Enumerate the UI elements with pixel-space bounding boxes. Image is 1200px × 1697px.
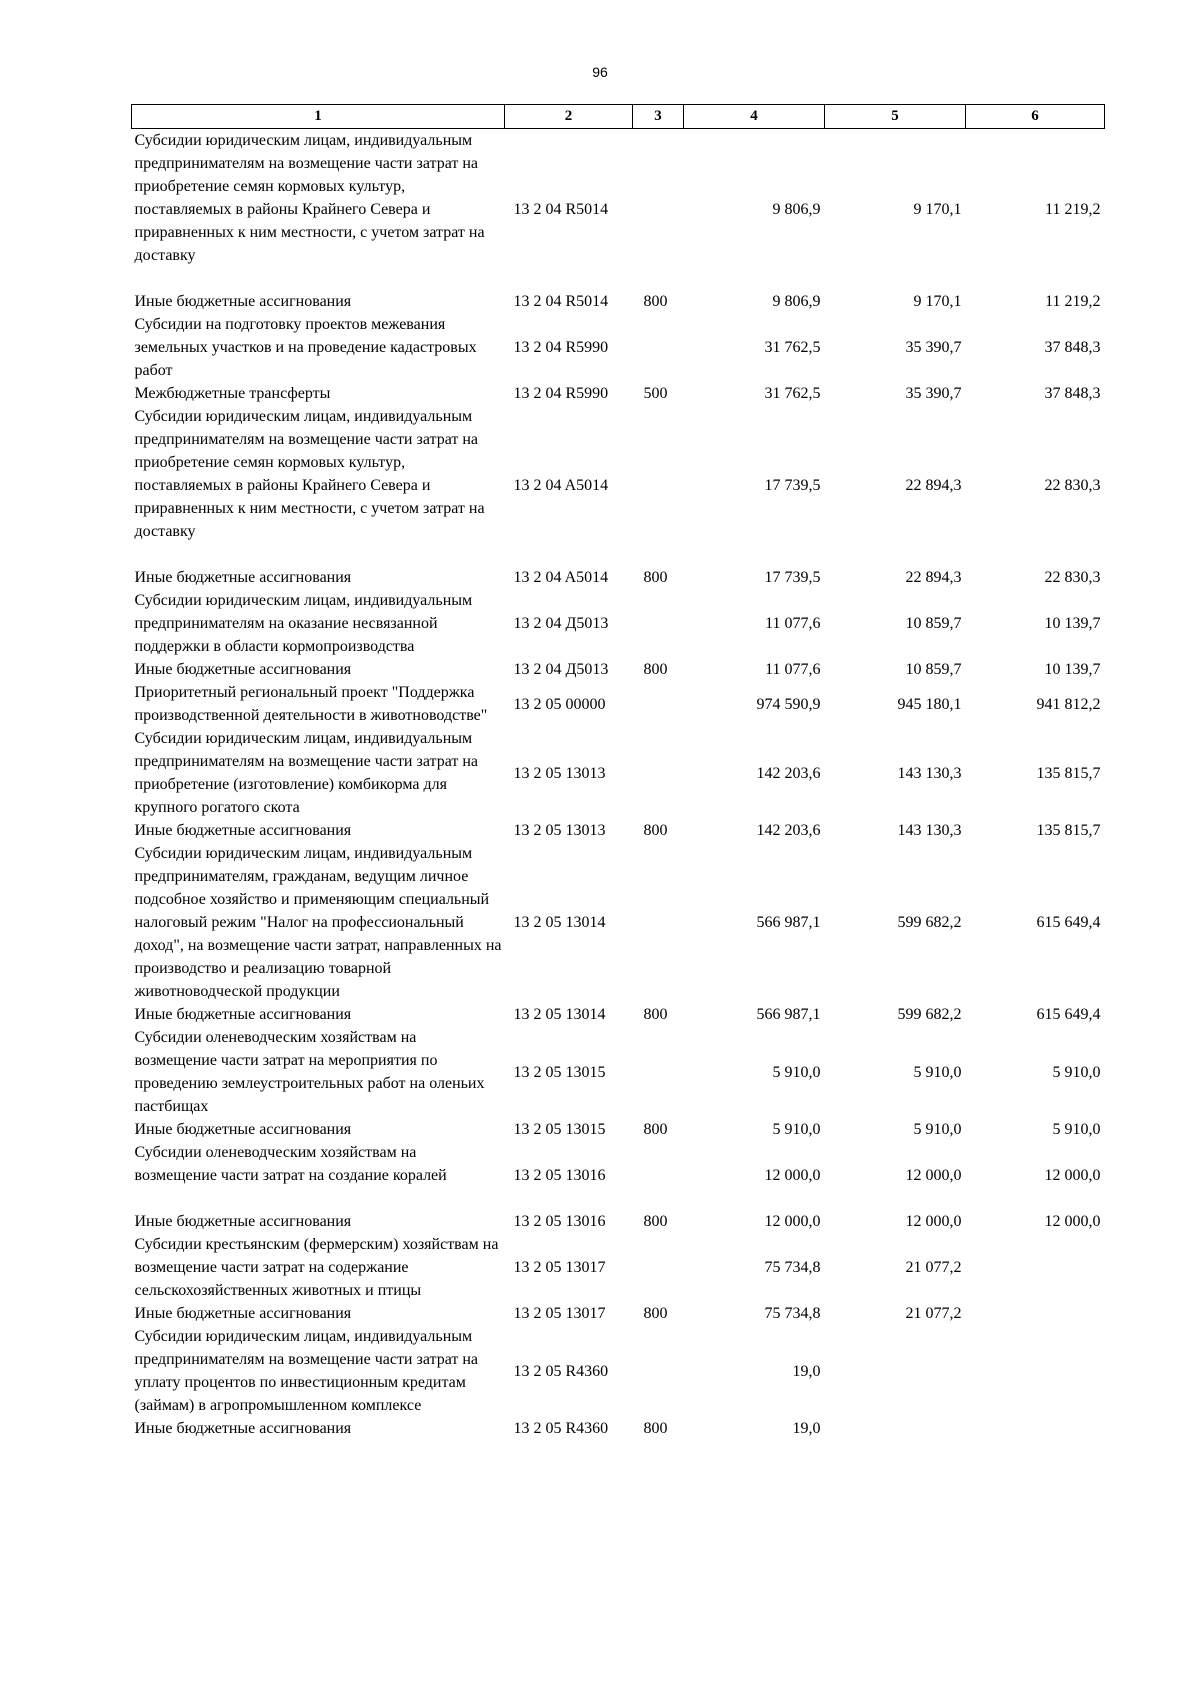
row-amount-col-6: 12 000,0: [1044, 1167, 1101, 1184]
table-row: [132, 1325, 1105, 1417]
row-expense-type: 800: [643, 1006, 668, 1023]
row-name: Межбюджетные трансферты: [134, 385, 331, 402]
row-amount-col-5: 35 390,7: [905, 385, 962, 402]
row-name: Иные бюджетные ассигнования: [134, 1420, 352, 1437]
row-amount-col-4: 75 734,8: [764, 1305, 821, 1322]
row-amount-col-4: 12 000,0: [764, 1213, 821, 1230]
row-code: 13 2 05 R4360: [513, 1420, 609, 1437]
row-amount-col-4: 11 077,6: [765, 661, 821, 678]
row-code: 13 2 04 A5014: [513, 477, 609, 494]
row-name: Субсидии юридическим лицам, индивидуальным предпринимателям на возмещение части затрат на приобретение семян кормовых культур, поставляемых в районы Крайнего Севера и приравненных к ним местности, с учетом затрат на доставку: [134, 408, 485, 540]
row-amount-col-4: 19,0: [792, 1420, 821, 1437]
row-code: 13 2 04 Д5013: [513, 615, 609, 632]
row-amount-col-5: 9 170,1: [913, 201, 962, 218]
row-code: 13 2 05 13015: [513, 1063, 606, 1081]
row-expense-type: [633, 1026, 684, 1118]
row-code: 13 2 05 13016: [513, 1213, 606, 1230]
row-expense-type: [633, 313, 684, 382]
row-amount-col-6: 5 910,0: [1052, 1121, 1101, 1138]
row-amount-col-4: 11 077,6: [765, 615, 821, 632]
table-row: [132, 819, 1105, 842]
row-amount-col-4: 5 910,0: [772, 1121, 821, 1138]
row-amount-col-5: 21 077,2: [905, 1259, 962, 1276]
table-row: [132, 681, 1105, 727]
row-code: 13 2 05 13017: [513, 1259, 606, 1276]
header-col-4: 4: [684, 105, 825, 129]
row-amount-col-4: 75 734,8: [764, 1259, 821, 1276]
row-name: Иные бюджетные ассигнования: [134, 1213, 352, 1230]
row-amount-col-6: [966, 1417, 1105, 1440]
table-row: [132, 382, 1105, 405]
row-code: 13 2 04 R5014: [513, 293, 609, 310]
row-name: Иные бюджетные ассигнования: [134, 1006, 352, 1023]
row-amount-col-4: 974 590,9: [756, 695, 821, 713]
row-code: 13 2 05 13013: [513, 822, 606, 839]
row-name: Субсидии юридическим лицам, индивидуальным предпринимателям на оказание несвязанной поддержки в области кормопроизводства: [134, 592, 473, 655]
row-amount-col-6: 12 000,0: [1044, 1213, 1101, 1230]
page-number: 96: [592, 64, 608, 80]
row-amount-col-4: 5 910,0: [772, 1063, 821, 1081]
row-amount-col-5: 22 894,3: [905, 569, 962, 586]
row-name: Субсидии на подготовку проектов межевания земельных участков и на проведение кадастровых работ: [134, 316, 477, 379]
row-amount-col-5: 5 910,0: [913, 1121, 962, 1138]
row-amount-col-5: 143 130,3: [897, 764, 962, 782]
row-amount-col-4: 19,0: [792, 1362, 821, 1380]
row-amount-col-5: 143 130,3: [897, 822, 962, 839]
row-expense-type: [633, 842, 684, 1003]
budget-table: [131, 104, 1105, 1440]
row-code: 13 2 05 R4360: [513, 1362, 609, 1380]
row-amount-col-6: 11 219,2: [1045, 293, 1101, 310]
row-expense-type: 800: [643, 661, 668, 678]
table-row: [132, 313, 1105, 382]
row-amount-col-6: 615 649,4: [1036, 914, 1101, 931]
row-amount-col-6: 135 815,7: [1036, 822, 1101, 839]
row-name: Иные бюджетные ассигнования: [134, 1305, 352, 1322]
row-name: Субсидии юридическим лицам, индивидуальным предпринимателям на возмещение части затрат на приобретение семян кормовых культур, поставляемых в районы Крайнего Севера и приравненных к ним местности, с учетом затрат на доставку: [134, 132, 485, 264]
row-name: Субсидии оленеводческим хозяйствам на возмещение части затрат на создание коралей: [134, 1144, 447, 1184]
row-amount-col-6: 5 910,0: [1052, 1063, 1101, 1081]
row-amount-col-5: 22 894,3: [905, 477, 962, 494]
row-name: Субсидии оленеводческим хозяйствам на возмещение части затрат на мероприятия по проведению землеустроительных работ на оленьих пастбищах: [134, 1029, 485, 1115]
row-amount-col-6: [966, 1233, 1105, 1302]
row-expense-type: 800: [643, 1420, 668, 1437]
row-amount-col-4: 12 000,0: [764, 1167, 821, 1184]
row-code: 13 2 04 R5014: [513, 201, 609, 218]
row-amount-col-5: 21 077,2: [905, 1305, 962, 1322]
row-amount-col-6: 11 219,2: [1045, 201, 1101, 218]
table-row: [132, 129, 1105, 291]
table-row: [132, 1003, 1105, 1026]
row-amount-col-6: 22 830,3: [1044, 477, 1101, 494]
row-amount-col-4: 566 987,1: [756, 914, 821, 931]
table-row: [132, 566, 1105, 589]
row-amount-col-4: 31 762,5: [764, 339, 821, 356]
row-amount-col-5: 599 682,2: [897, 1006, 962, 1023]
row-name: Субсидии юридическим лицам, индивидуальным предпринимателям, гражданам, ведущим личное подсобное хозяйство и применяющим специальный налоговый режим "Налог на профессиональный доход", на возмещение части затрат, направленных на производство и реализацию товарной животноводческой продукции: [134, 845, 502, 1000]
row-expense-type: 800: [643, 1213, 668, 1230]
table-row: [132, 1302, 1105, 1325]
table-row: [132, 658, 1105, 681]
row-amount-col-5: 9 170,1: [913, 293, 962, 310]
row-name: Субсидии юридическим лицам, индивидуальным предпринимателям на возмещение части затрат на приобретение (изготовление) комбикорма для крупного рогатого скота: [134, 730, 479, 816]
row-expense-type: 800: [643, 1121, 668, 1138]
row-amount-col-5: 12 000,0: [905, 1167, 962, 1184]
table-row: [132, 589, 1105, 658]
row-amount-col-4: 17 739,5: [764, 569, 821, 586]
row-amount-col-6: 37 848,3: [1044, 385, 1101, 402]
row-code: 13 2 05 13016: [513, 1167, 606, 1184]
row-code: 13 2 05 13014: [513, 914, 606, 931]
row-name: Иные бюджетные ассигнования: [134, 293, 352, 310]
row-expense-type: [633, 681, 684, 727]
row-expense-type: [633, 727, 684, 819]
row-code: 13 2 05 13017: [513, 1305, 606, 1322]
row-amount-col-5: 12 000,0: [905, 1213, 962, 1230]
row-amount-col-5: 10 859,7: [905, 615, 962, 632]
table-row: [132, 1118, 1105, 1141]
table-row: [132, 842, 1105, 1003]
table-header: [132, 105, 1105, 129]
row-expense-type: 800: [643, 1305, 668, 1322]
row-amount-col-5: 945 180,1: [897, 695, 962, 713]
row-amount-col-5: 35 390,7: [905, 339, 962, 356]
row-amount-col-6: 22 830,3: [1044, 569, 1101, 586]
row-code: 13 2 04 R5990: [513, 385, 609, 402]
row-amount-col-6: [966, 1325, 1105, 1417]
row-code: 13 2 05 13014: [513, 1006, 606, 1023]
row-amount-col-4: 566 987,1: [756, 1006, 821, 1023]
header-col-5: 5: [825, 105, 966, 129]
row-amount-col-6: [966, 1302, 1105, 1325]
row-expense-type: [633, 1325, 684, 1417]
table-row: [132, 405, 1105, 566]
table-row: [132, 1210, 1105, 1233]
row-amount-col-6: 615 649,4: [1036, 1006, 1101, 1023]
table-row: [132, 1233, 1105, 1302]
row-amount-col-6: 10 139,7: [1044, 661, 1101, 678]
row-expense-type: [633, 405, 684, 566]
row-name: Иные бюджетные ассигнования: [134, 1121, 352, 1138]
header-col-3: 3: [633, 105, 684, 129]
row-amount-col-4: 17 739,5: [764, 477, 821, 494]
table-row: [132, 1026, 1105, 1118]
table-row: [132, 1417, 1105, 1440]
header-col-2: 2: [505, 105, 633, 129]
row-name: Иные бюджетные ассигнования: [134, 822, 352, 839]
row-expense-type: [633, 129, 684, 291]
row-name: Иные бюджетные ассигнования: [134, 661, 352, 678]
row-name: Приоритетный региональный проект "Поддержка производственной деятельности в животноводстве": [134, 684, 488, 724]
row-name: Субсидии крестьянским (фермерским) хозяйствам на возмещение части затрат на содержание сельскохозяйственных животных и птицы: [134, 1236, 499, 1299]
row-code: 13 2 05 13015: [513, 1121, 606, 1138]
row-name: Субсидии юридическим лицам, индивидуальным предпринимателям на возмещение части затрат на уплату процентов по инвестиционным кредитам (займам) в агропромышленном комплексе: [134, 1328, 479, 1414]
row-amount-col-4: 9 806,9: [772, 293, 821, 310]
header-row: [132, 105, 1105, 129]
row-expense-type: [633, 589, 684, 658]
row-expense-type: 800: [643, 569, 668, 586]
header-col-6: 6: [966, 105, 1105, 129]
table-row: [132, 727, 1105, 819]
row-amount-col-4: 142 203,6: [756, 764, 821, 782]
row-code: 13 2 05 00000: [513, 695, 606, 713]
row-amount-col-5: 5 910,0: [913, 1063, 962, 1081]
header-col-1: 1: [132, 105, 505, 129]
row-code: 13 2 04 A5014: [513, 569, 609, 586]
row-amount-col-5: [825, 1417, 966, 1440]
row-expense-type: 500: [643, 385, 668, 402]
table-row: [132, 1141, 1105, 1210]
row-amount-col-6: 10 139,7: [1044, 615, 1101, 632]
row-amount-col-6: 135 815,7: [1036, 764, 1101, 782]
row-amount-col-6: 37 848,3: [1044, 339, 1101, 356]
row-expense-type: [633, 1233, 684, 1302]
row-amount-col-5: 10 859,7: [905, 661, 962, 678]
row-amount-col-4: 31 762,5: [764, 385, 821, 402]
row-code: 13 2 04 Д5013: [513, 661, 609, 678]
row-amount-col-4: 9 806,9: [772, 201, 821, 218]
row-expense-type: 800: [643, 822, 668, 839]
row-amount-col-4: 142 203,6: [756, 822, 821, 839]
row-name: Иные бюджетные ассигнования: [134, 569, 352, 586]
row-expense-type: [633, 1141, 684, 1210]
table-body: [132, 129, 1105, 1441]
table-row: [132, 290, 1105, 313]
row-code: 13 2 05 13013: [513, 764, 606, 782]
row-amount-col-5: [825, 1325, 966, 1417]
row-expense-type: 800: [643, 293, 668, 310]
row-amount-col-5: 599 682,2: [897, 914, 962, 931]
row-amount-col-6: 941 812,2: [1036, 695, 1101, 713]
row-code: 13 2 04 R5990: [513, 339, 609, 356]
